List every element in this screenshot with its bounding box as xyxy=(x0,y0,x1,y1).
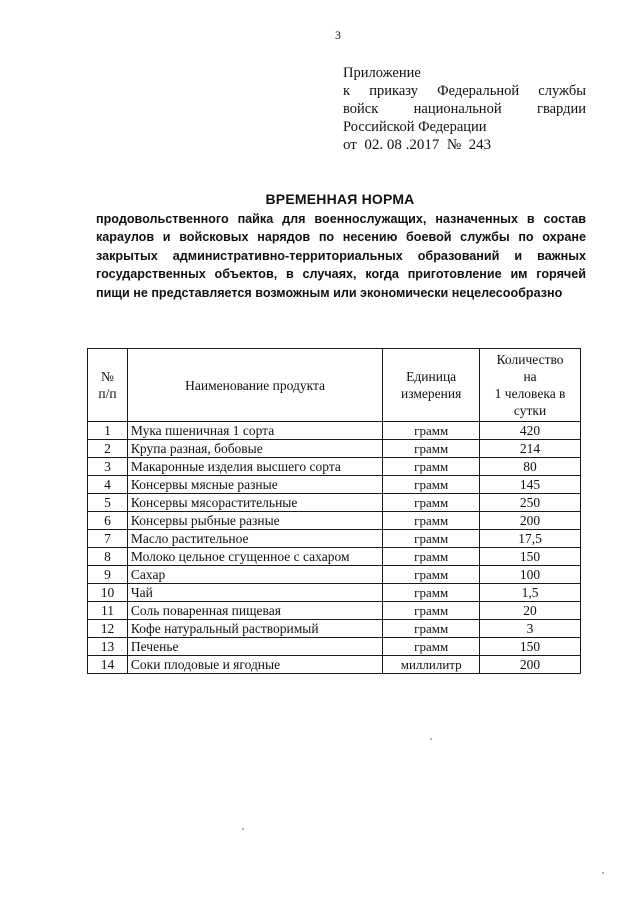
row-product-name: Соки плодовые и ягодные xyxy=(127,656,382,674)
row-quantity: 20 xyxy=(480,602,581,620)
row-unit: грамм xyxy=(383,530,480,548)
row-number: 4 xyxy=(88,476,128,494)
table-row xyxy=(88,530,581,548)
header-unit-line: Единица xyxy=(406,369,457,384)
row-quantity: 150 xyxy=(480,638,581,656)
row-number: 12 xyxy=(88,620,128,638)
appendix-order-date: от 02. 08 .2017 № 243 xyxy=(343,137,492,153)
row-quantity: 1,5 xyxy=(480,584,581,602)
scan-speck xyxy=(430,738,432,740)
row-quantity: 250 xyxy=(480,494,581,512)
row-product-name: Консервы мясорастительные xyxy=(127,494,382,512)
appendix-word: службы xyxy=(538,83,586,99)
row-product-name: Соль поваренная пищевая xyxy=(127,602,382,620)
row-product-name: Чай xyxy=(127,584,382,602)
row-product-name: Крупа разная, бобовые xyxy=(127,440,382,458)
appendix-word: Федеральной xyxy=(437,83,520,99)
row-product-name: Масло растительное xyxy=(127,530,382,548)
table-header-row xyxy=(88,349,581,422)
row-quantity: 200 xyxy=(480,656,581,674)
row-product-name: Макаронные изделия высшего сорта xyxy=(127,458,382,476)
row-unit: грамм xyxy=(383,566,480,584)
row-number: 7 xyxy=(88,530,128,548)
row-quantity: 80 xyxy=(480,458,581,476)
row-unit: грамм xyxy=(383,440,480,458)
header-quantity-line: на xyxy=(523,369,537,384)
header-quantity xyxy=(480,349,581,422)
document-subtitle: продовольственного пайка для военнослужащих, назначенных в состав караулов и войсковых нарядов по несению боевой службы по охране закрытых административно-территориальных образований и важных государственных объектов, в случаях, когда приготовление им горячей пищи не представляется возможным или экономически нецелесообразно xyxy=(96,212,586,300)
row-quantity: 420 xyxy=(480,422,581,440)
row-number: 10 xyxy=(88,584,128,602)
table-row xyxy=(88,584,581,602)
row-quantity: 150 xyxy=(480,548,581,566)
row-product-name: Печенье xyxy=(127,638,382,656)
appendix-word: приказу xyxy=(369,83,418,99)
row-number: 14 xyxy=(88,656,128,674)
header-quantity-line: сутки xyxy=(513,403,547,418)
table-row xyxy=(88,656,581,674)
row-product-name: Кофе натуральный растворимый xyxy=(127,620,382,638)
table-row xyxy=(88,422,581,440)
row-quantity: 3 xyxy=(480,620,581,638)
row-unit: грамм xyxy=(383,602,480,620)
header-number-line: п/п xyxy=(98,386,117,401)
row-number: 3 xyxy=(88,458,128,476)
appendix-order-line xyxy=(343,82,586,100)
table-row xyxy=(88,476,581,494)
header-number xyxy=(88,349,128,422)
row-quantity: 100 xyxy=(480,566,581,584)
table-row xyxy=(88,494,581,512)
row-product-name: Сахар xyxy=(127,566,382,584)
appendix-word: национальной xyxy=(413,101,502,117)
appendix-label: Приложение xyxy=(343,65,421,81)
appendix-word: войск xyxy=(343,101,379,117)
header-quantity-line: Количество xyxy=(496,352,564,367)
row-quantity: 145 xyxy=(480,476,581,494)
row-unit: грамм xyxy=(383,494,480,512)
row-unit: грамм xyxy=(383,422,480,440)
header-product-name: Наименование продукта xyxy=(127,349,382,422)
row-unit: грамм xyxy=(383,620,480,638)
row-unit: грамм xyxy=(383,584,480,602)
table-row xyxy=(88,620,581,638)
table-row xyxy=(88,602,581,620)
row-number: 13 xyxy=(88,638,128,656)
row-number: 8 xyxy=(88,548,128,566)
header-quantity-line: 1 человека в xyxy=(494,386,566,401)
row-product-name: Консервы рыбные разные xyxy=(127,512,382,530)
row-number: 1 xyxy=(88,422,128,440)
header-number-line: № xyxy=(101,369,114,384)
row-product-name: Мука пшеничная 1 сорта xyxy=(127,422,382,440)
row-unit: грамм xyxy=(383,512,480,530)
row-quantity: 17,5 xyxy=(480,530,581,548)
row-unit: грамм xyxy=(383,476,480,494)
row-product-name: Консервы мясные разные xyxy=(127,476,382,494)
table-row xyxy=(88,566,581,584)
row-number: 2 xyxy=(88,440,128,458)
row-unit: грамм xyxy=(383,638,480,656)
row-number: 6 xyxy=(88,512,128,530)
row-number: 11 xyxy=(88,602,128,620)
scan-speck xyxy=(242,828,244,830)
table-row xyxy=(88,548,581,566)
page-number: 3 xyxy=(335,28,341,42)
row-number: 9 xyxy=(88,566,128,584)
scan-speck xyxy=(602,872,604,874)
appendix-word: гвардии xyxy=(537,101,586,117)
document-title: ВРЕМЕННАЯ НОРМА xyxy=(265,191,415,207)
table-row xyxy=(88,638,581,656)
row-quantity: 214 xyxy=(480,440,581,458)
row-product-name: Молоко цельное сгущенное с сахаром xyxy=(127,548,382,566)
row-unit: грамм xyxy=(383,458,480,476)
appendix-troops-line xyxy=(343,100,586,118)
row-unit: миллилитр xyxy=(383,656,480,674)
header-unit xyxy=(383,349,480,422)
table-row xyxy=(88,512,581,530)
appendix-word: к xyxy=(343,83,351,99)
table-row xyxy=(88,458,581,476)
ration-norm-table xyxy=(87,348,581,674)
header-unit-line: измерения xyxy=(401,386,462,401)
appendix-country: Российской Федерации xyxy=(343,119,487,135)
appendix-block xyxy=(343,64,586,154)
row-number: 5 xyxy=(88,494,128,512)
row-quantity: 200 xyxy=(480,512,581,530)
row-unit: грамм xyxy=(383,548,480,566)
table-row xyxy=(88,440,581,458)
